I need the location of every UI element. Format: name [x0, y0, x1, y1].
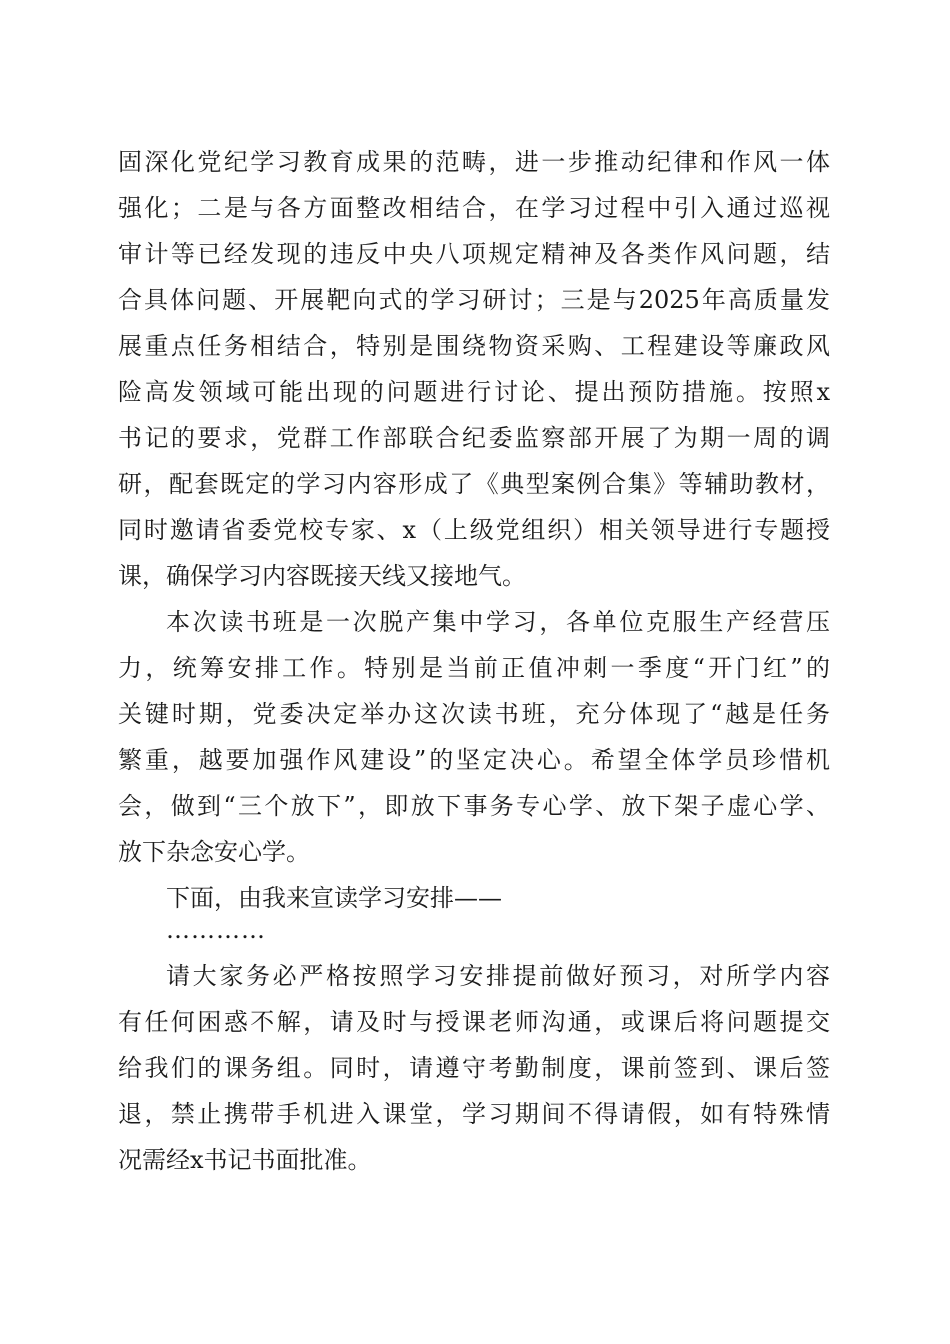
paragraph-line: 请大家务必严格按照学习安排提前做好预习，对所学内容 — [166, 962, 830, 990]
paragraph-line: 繁重，越要加强作风建设”的坚定决心。希望全体学员珍惜机 — [118, 746, 830, 774]
paragraph-line: 同时邀请省委党校专家、x（上级党组织）相关领导进行专题授 — [118, 516, 830, 544]
paragraph-line: 退，禁止携带手机进入课堂，学习期间不得请假，如有特殊情 — [118, 1100, 830, 1128]
paragraph-line: 力，统筹安排工作。特别是当前正值冲刺一季度“开门红”的 — [118, 654, 830, 682]
paragraph-line: 况需经x书记书面批准。 — [118, 1146, 372, 1174]
paragraph-line: 险高发领域可能出现的问题进行讨论、提出预防措施。按照x — [118, 378, 830, 406]
paragraph-line: 强化；二是与各方面整改相结合，在学习过程中引入通过巡视 — [118, 194, 830, 222]
paragraph-line: 关键时期，党委决定举办这次读书班，充分体现了“越是任务 — [118, 700, 830, 728]
paragraph-line: 下面，由我来宣读学习安排—— — [166, 884, 502, 912]
paragraph-line: 固深化党纪学习教育成果的范畴，进一步推动纪律和作风一体 — [118, 148, 830, 176]
paragraph-line: 合具体问题、开展靶向式的学习研讨；三是与2025年高质量发 — [118, 286, 830, 314]
paragraph-line: 审计等已经发现的违反中央八项规定精神及各类作风问题，结 — [118, 240, 830, 268]
ellipsis-line: ………… — [166, 916, 266, 944]
paragraph-line: 放下杂念安心学。 — [118, 838, 310, 866]
paragraph-line: 课，确保学习内容既接天线又接地气。 — [118, 562, 526, 590]
paragraph-line: 给我们的课务组。同时，请遵守考勤制度，课前签到、课后签 — [118, 1054, 830, 1082]
paragraph-line: 展重点任务相结合，特别是围绕物资采购、工程建设等廉政风 — [118, 332, 830, 360]
paragraph-line: 会，做到“三个放下”，即放下事务专心学、放下架子虚心学、 — [118, 792, 830, 820]
paragraph-line: 书记的要求，党群工作部联合纪委监察部开展了为期一周的调 — [118, 424, 830, 452]
paragraph-line: 本次读书班是一次脱产集中学习，各单位克服生产经营压 — [166, 608, 830, 636]
paragraph-line: 研，配套既定的学习内容形成了《典型案例合集》等辅助教材， — [118, 470, 830, 498]
paragraph-line: 有任何困惑不解，请及时与授课老师沟通，或课后将问题提交 — [118, 1008, 830, 1036]
